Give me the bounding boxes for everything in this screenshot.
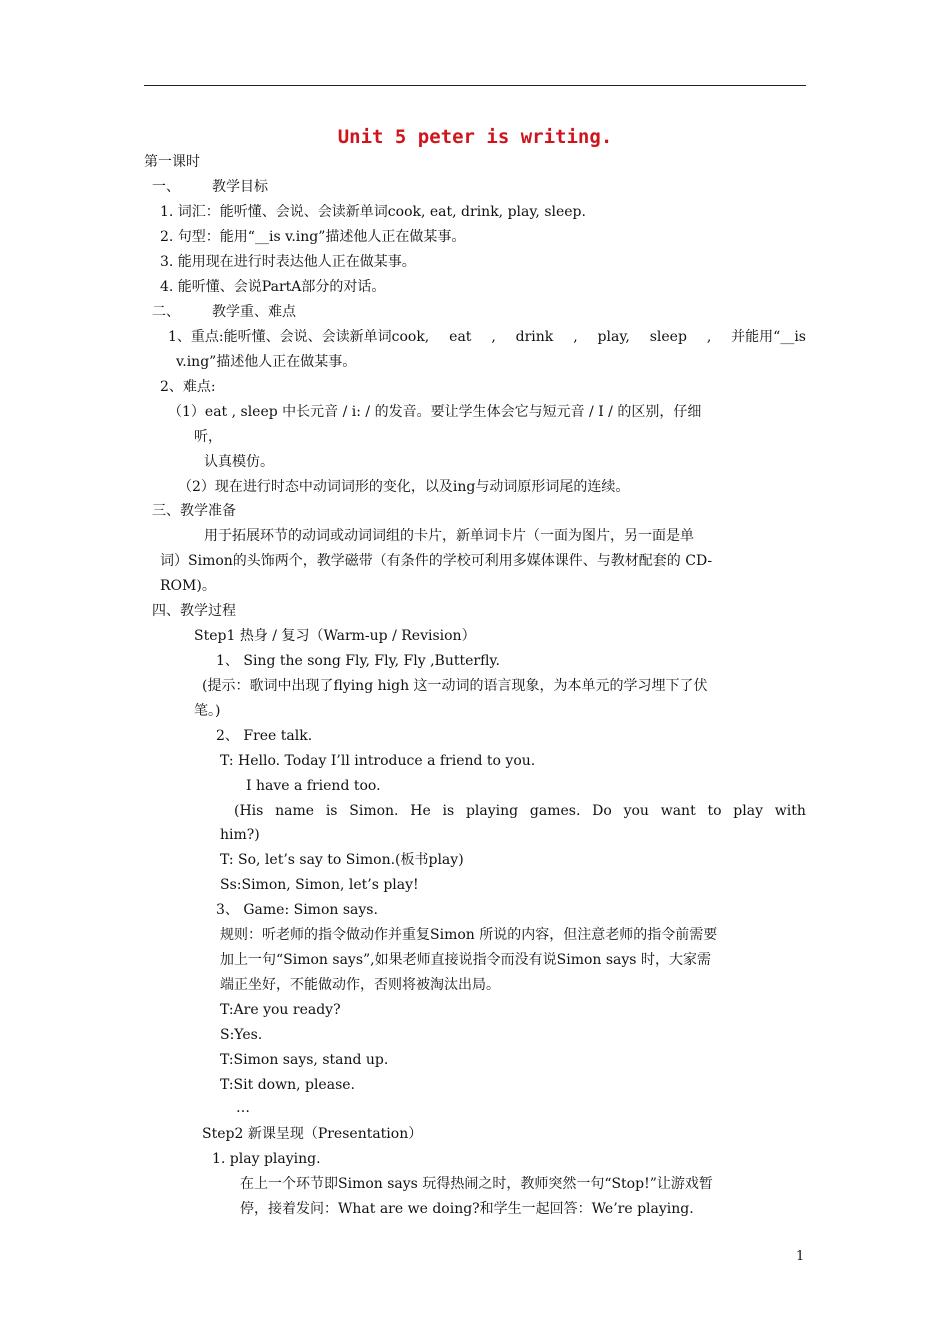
text-fragment: playing [465, 803, 519, 819]
dialogue-line: T: So, let’s say to Simon.(板书play) [220, 852, 464, 868]
text-fragment: is [325, 803, 338, 819]
text-fragment: play [733, 803, 763, 819]
section-heading: 三、教学准备 [152, 503, 236, 519]
step-heading: Step2 新课呈现（Presentation） [202, 1126, 423, 1142]
difficulty-label: 2、难点: [160, 379, 216, 395]
text-fragment: Simon. [349, 803, 399, 819]
difficulty-item: 听， [194, 429, 222, 445]
preparation-paragraph: 词）Simon的头饰两个，教学磁带（有条件的学校可利用多媒体课件、与教材配套的 CD- [160, 553, 713, 569]
step-item: 1、 Sing the song Fly, Fly, Fly ,Butterfly. [216, 653, 500, 669]
step-item: 2、 Free talk. [216, 728, 313, 744]
ellipsis: … [236, 1100, 250, 1116]
document-title: Unit 5 peter is writing. [337, 126, 613, 148]
objective-item: 3. 能用现在进行时表达他人正在做某事。 [160, 254, 416, 270]
rule-text: 端正坐好，不能做动作，否则将被淘汰出局。 [220, 977, 500, 993]
text-fragment: is [442, 803, 455, 819]
text-fragment: name [275, 803, 315, 819]
text-fragment: eat [449, 329, 472, 345]
rule-text: 规则：听老师的指令做动作并重复Simon 所说的内容，但注意老师的指令前需要 [220, 927, 718, 943]
key-point-line: v.ing”描述他人正在做某事。 [176, 354, 357, 370]
dialogue-line: T: Hello. Today I’ll introduce a friend to you. [220, 753, 536, 769]
key-point-line [168, 328, 806, 346]
section-number: 二、 [152, 304, 180, 320]
hint-text: (提示：歌词中出现了flying high 这一动词的语言现象，为本单元的学习埋下了伏 [202, 678, 708, 694]
presentation-text: 在上一个环节即Simon says 玩得热闹之时，教师突然一句“Stop!”让游戏暂 [240, 1176, 713, 1192]
rule-text: 加上一句“Simon says”,如果老师直接说指令而没有说Simon says 时，大家需 [220, 952, 711, 968]
text-fragment: games. [529, 803, 581, 819]
difficulty-item: 认真模仿。 [204, 454, 274, 470]
text-fragment: 1、重点:能听懂、会说、会读新单词cook, [168, 329, 430, 345]
section-heading: 教学目标 [212, 179, 268, 195]
text-fragment: with [774, 803, 806, 819]
dialogue-line: T:Are you ready? [220, 1002, 341, 1018]
text-fragment: to [707, 803, 722, 819]
objective-item: 2. 句型：能用“__is v.ing”描述他人正在做某事。 [160, 229, 466, 245]
text-fragment: sleep [649, 329, 687, 345]
objective-item: 4. 能听懂、会说PartA部分的对话。 [160, 279, 386, 295]
dialogue-line: T:Sit down, please. [220, 1077, 355, 1093]
difficulty-item: （1）eat , sleep 中长元音 / i: / 的发音。要让学生体会它与短元音 / I / 的区别，仔细 [168, 404, 702, 420]
objective-item: 1. 词汇：能听懂、会说、会读新单词cook, eat, drink, play, sleep. [160, 204, 586, 220]
text-fragment: play, [597, 329, 630, 345]
text-fragment: , [573, 329, 578, 345]
dialogue-line: him?) [220, 827, 260, 843]
dialogue-line: T:Simon says, stand up. [220, 1052, 389, 1068]
page-number: 1 [796, 1249, 805, 1264]
section-heading: 教学重、难点 [212, 304, 296, 320]
text-fragment: (His [234, 803, 264, 819]
section-heading: 四、教学过程 [152, 603, 236, 619]
text-fragment: you [623, 803, 649, 819]
text-fragment: 并能用“__is [731, 329, 806, 345]
text-fragment: drink [515, 329, 554, 345]
text-fragment: , [491, 329, 496, 345]
header-rule [144, 85, 806, 86]
step-item: 1. play playing. [212, 1151, 321, 1167]
presentation-text: 停，接着发问：What are we doing?和学生一起回答：We’re playing. [240, 1201, 694, 1217]
dialogue-line: Ss:Simon, Simon, let’s play! [220, 877, 419, 893]
text-fragment: , [706, 329, 712, 345]
step-item: 3、 Game: Simon says. [216, 902, 378, 918]
dialogue-line: I have a friend too. [246, 778, 381, 794]
text-fragment: He [410, 803, 431, 819]
text-fragment: want [660, 803, 696, 819]
dialogue-line [234, 802, 806, 820]
step-heading: Step1 热身 / 复习（Warm-up / Revision） [194, 628, 476, 644]
section-number: 一、 [152, 179, 180, 195]
preparation-paragraph: ROM)。 [160, 578, 216, 594]
lesson-label: 第一课时 [144, 154, 200, 170]
preparation-paragraph: 用于拓展环节的动词或动词词组的卡片，新单词卡片（一面为图片，另一面是单 [204, 528, 694, 544]
dialogue-line: S:Yes. [220, 1027, 263, 1043]
difficulty-item: （2）现在进行时态中动词词形的变化，以及ing与动词原形词尾的连续。 [178, 479, 630, 495]
text-fragment: Do [592, 803, 612, 819]
hint-text: 笔。) [194, 703, 221, 719]
